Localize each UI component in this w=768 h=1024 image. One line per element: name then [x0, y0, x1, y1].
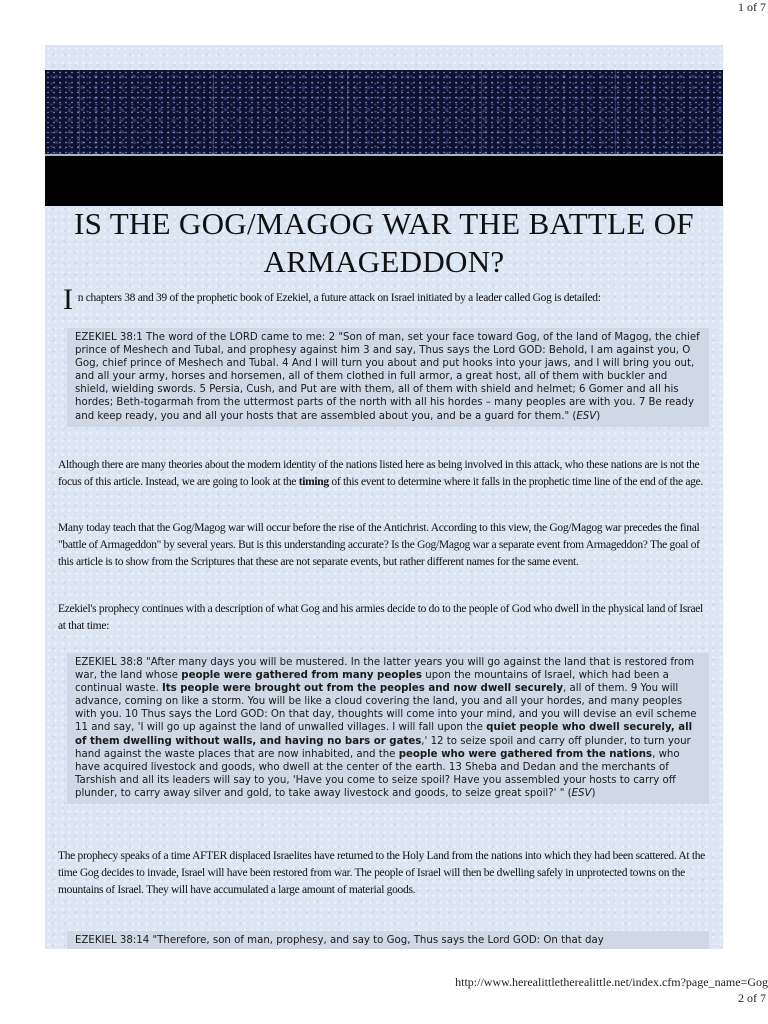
quote-emphasis: quiet people who dwell securely, all of them dwelling without walls, and having no bars or gates [75, 722, 693, 747]
paragraph-text: of this event to determine where it falls in the prophetic time line of the end of the age. [328, 476, 703, 488]
intro-text: n chapters 38 and 39 of the prophetic book of Ezekiel, a future attack on Israel initiated by a leader called Gog is detailed: [77, 292, 601, 304]
paragraph-continuation: Ezekiel's prophecy continues with a description of what Gog and his armies decide to do to the people of God who dwell in the physical land of Israel at that time: [58, 603, 703, 632]
paragraph-restoration: The prophecy speaks of a time AFTER displaced Israelites have returned to the Holy Land from the nations into which they had been scattered. At the time Gog decides to invade, Israel will have been restored from war. The people of Israel will then be dwelling safely in unprotected towns on the mountains of Israel. They will have accumulated a large amount of material goods. [58, 850, 705, 896]
quote-emphasis: people were gathered from many peoples [181, 670, 423, 682]
quote-reference: EZEKIEL 38:1 [75, 332, 143, 343]
quote-text: ,' 12 to seize spoil and carry off plunder, to turn your hand against the waste places that are now inhabited, and the [75, 735, 691, 760]
starfield-image [45, 70, 723, 154]
article-title: IS THE GOG/MAGOG WAR THE BATTLE OF ARMAGEDDON? [74, 206, 694, 279]
scripture-quote-ezekiel-38-14 [67, 931, 709, 949]
page-counter-top: 1 of 7 [738, 0, 766, 14]
quote-emphasis: Its people were brought out from the peoples and now dwell securely [161, 683, 564, 695]
quote-close: ) [596, 410, 601, 422]
intro-paragraph [63, 283, 715, 316]
paragraph-timing [58, 457, 712, 491]
quote-close: ) [591, 787, 596, 799]
quote-text: The word of the LORD came to me: 2 "Son of man, set your face toward Gog, of the land of Magog, the chief prince of Meshech and Tubal, and prophesy against him 3 and say, Thus says the Lord GOD: Behold, I am against you, O Gog, chief prince of Meshech and Tubal. 4 And I will turn you about and put hooks into your jaws, and I will bring you out, and all your army, horses and horsemen, all of them clothed in full armor, a great host, all of them with buckler and shield, wielding swords. 5 Persia, Cush, and Put are with them, all of them with shield and helmet; 6 Gomer and all his hordes; Beth-togarmah from the uttermost parts of the north with all his hordes – many peoples are with you. 7 Be ready and keep ready, you and all your hosts that are assembled about you, and be a guard for them." ( [75, 332, 700, 422]
quote-emphasis: people who were gathered from the nations [398, 748, 653, 760]
header-banner [45, 70, 723, 206]
quote-text: upon the mountains of Israel, which had been a continual waste. [75, 670, 669, 695]
quote-text: "Therefore, son of man, prophesy, and say to Gog, Thus says the Lord GOD: On that day [152, 935, 604, 946]
scripture-quote-ezekiel-38-1 [67, 328, 709, 427]
paragraph-armageddon: Many today teach that the Gog/Magog war will occur before the rise of the Antichrist. According to this view, the Gog/Magog war precedes the final "battle of Armageddon" by several years. But is this understanding accurate? Is the Gog/Magog war a separate event from Armageddon? The goal of this article is to show from the Scriptures that these are not separate events, but rather different names for the same event. [58, 522, 700, 568]
banner-divider [45, 154, 723, 156]
quote-text: , all of them. 9 You will advance, coming on like a storm. You will be like a cloud covering the land, you and all your hordes, and many peoples with you. 10 Thus says the Lord GOD: On that day, thoughts will come into your mind, and you will devise an evil scheme 11 and say, 'I will go up against the land of unwalled villages. I will fall upon the [75, 683, 697, 734]
drop-cap: I [63, 283, 73, 316]
paragraph-text: Although there are many theories about the modern identity of the nations listed here as being involved in this attack, who these nations are is not the focus of this article. Instead, we are going to look at the [58, 459, 700, 488]
page-counter-bottom: 2 of 7 [738, 991, 766, 1005]
emphasis-timing: timing [298, 476, 329, 488]
quote-reference: EZEKIEL 38:14 [75, 935, 150, 946]
scripture-quote-ezekiel-38-8 [67, 653, 709, 804]
quote-reference: EZEKIEL 38:8 [75, 657, 143, 668]
version-label: ESV [571, 787, 592, 799]
quote-text: "After many days you will be mustered. In the latter years you will go against the land that is restored from war, the land whose [75, 657, 695, 682]
version-label: ESV [576, 410, 597, 422]
printed-page [45, 45, 723, 949]
footer-url: http://www.herealittletherealittle.net/index.cfm?page_name=Gog [455, 975, 768, 989]
quote-text: , who have acquired livestock and goods, who dwell at the center of the earth. 13 Sheba and Dedan and the merchants of Tarshish and all its leaders will say to you, 'Have you come to seize spoil? Have you assembled your hosts to carry off plunder, to carry away silver and gold, to take away livestock and goods, to seize great spoil?' " ( [75, 748, 680, 799]
